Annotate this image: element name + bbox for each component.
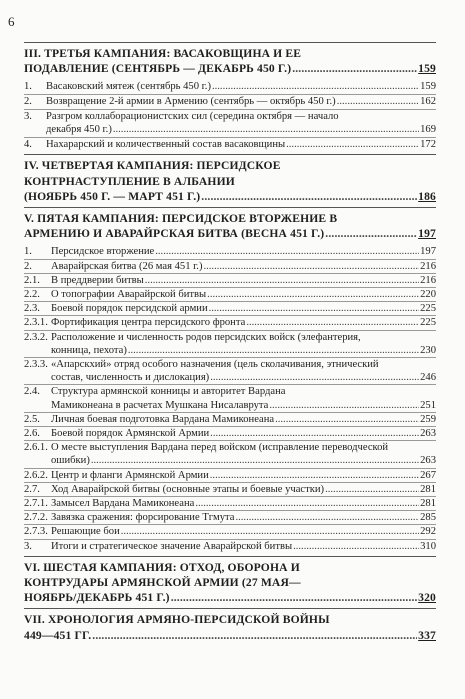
section-title-line: IV. ЧЕТВЕРТАЯ КАМПАНИЯ: ПЕРСИДСКОЕ bbox=[24, 159, 281, 173]
dot-leader bbox=[337, 95, 419, 109]
toc-entry[interactable] bbox=[24, 468, 436, 482]
entry-last-line bbox=[51, 399, 436, 412]
entry-text: Завязка сражения: форсирование Тгмута bbox=[51, 512, 235, 524]
entry-page-number: 263 bbox=[420, 455, 436, 467]
dot-leader bbox=[235, 511, 419, 524]
entry-page-number: 263 bbox=[420, 428, 436, 440]
entry-number: 1. bbox=[24, 246, 32, 258]
section-page-number: 197 bbox=[418, 227, 436, 241]
entry-body bbox=[51, 358, 436, 384]
section-title-line: VII. ХРОНОЛОГИЯ АРМЯНО-ПЕРСИДСКОЙ ВОЙНЫ bbox=[24, 613, 330, 627]
section-heading[interactable] bbox=[24, 211, 436, 241]
entry-page-number: 216 bbox=[420, 260, 436, 272]
entry-last-line bbox=[51, 302, 436, 315]
section-page-number: 186 bbox=[418, 189, 436, 203]
entry-list bbox=[24, 76, 436, 151]
section-page-number: 159 bbox=[418, 62, 436, 76]
dot-leader bbox=[293, 540, 419, 553]
dot-leader bbox=[203, 260, 419, 273]
entry-body bbox=[51, 469, 436, 482]
entry-text: Итоги и стратегическое значение Аварайрской битвы bbox=[51, 540, 293, 552]
dot-leader bbox=[212, 80, 419, 94]
entry-text: Возвращение 2-й армии в Армению (сентябрь — октябрь 450 г.) bbox=[46, 96, 336, 107]
section-title-line: III. ТРЕТЬЯ КАМПАНИЯ: ВАСАКОВЩИНА И ЕЕ bbox=[24, 47, 302, 60]
entry-last-line bbox=[51, 497, 436, 510]
dot-leader bbox=[113, 123, 419, 137]
toc-entry[interactable] bbox=[24, 330, 436, 357]
dot-leader bbox=[145, 274, 419, 287]
entry-last-line bbox=[51, 316, 436, 329]
entry-body bbox=[51, 525, 436, 538]
entry-page-number: 169 bbox=[420, 124, 436, 136]
entry-last-line bbox=[51, 371, 436, 384]
entry-body bbox=[51, 316, 436, 329]
dot-leader bbox=[128, 344, 419, 357]
entry-text: Центр и фланги Армянской Армии bbox=[51, 469, 209, 481]
entry-text-line: «Апарскхий» отряд особого назначения (цель сколачивания, этнический bbox=[51, 359, 379, 371]
entry-number: 2.3.3. bbox=[24, 359, 48, 371]
entry-page-number: 310 bbox=[420, 540, 436, 552]
dot-leader bbox=[92, 628, 417, 643]
entry-page-number: 197 bbox=[420, 246, 436, 258]
entry-number: 2.6.1. bbox=[24, 442, 48, 454]
entry-last-line bbox=[46, 138, 436, 152]
entry-number: 2.2. bbox=[24, 289, 40, 300]
entry-number: 2.6.2. bbox=[24, 469, 48, 481]
entry-text: Решающие бои bbox=[51, 526, 120, 538]
entry-number: 2.3. bbox=[24, 303, 40, 315]
entry-body bbox=[51, 483, 436, 496]
entry-page-number: 225 bbox=[420, 303, 436, 315]
toc-entry[interactable] bbox=[24, 259, 436, 273]
entry-page-number: 216 bbox=[420, 274, 436, 286]
entry-text: Фортификация центра персидского фронта bbox=[51, 317, 246, 329]
entry-last-line bbox=[51, 245, 436, 258]
entry-number: 1. bbox=[24, 81, 32, 93]
toc-entry[interactable] bbox=[24, 357, 436, 384]
toc-entry[interactable] bbox=[24, 440, 436, 467]
section-title-text: АРМЕНИЮ И АВАРАЙРСКАЯ БИТВА (ВЕСНА 451 Г.) bbox=[24, 227, 325, 241]
toc-entry[interactable] bbox=[24, 287, 436, 301]
section-title-last-line bbox=[24, 61, 436, 76]
entry-body bbox=[51, 288, 436, 301]
toc-entry[interactable] bbox=[24, 539, 436, 553]
dot-leader bbox=[275, 413, 419, 426]
entry-last-line bbox=[51, 260, 436, 273]
section-title-text: НОЯБРЬ/ДЕКАБРЬ 451 Г.) bbox=[24, 591, 170, 605]
entry-page-number: 220 bbox=[420, 289, 436, 300]
entry-last-line bbox=[46, 123, 436, 137]
section-title-line: КОНТРУДАРЫ АРМЯНСКОЙ АРМИИ (27 МАЯ— bbox=[24, 576, 301, 590]
section-title-line: VI. ШЕСТАЯ КАМПАНИЯ: ОТХОД, ОБОРОНА И bbox=[24, 560, 300, 574]
entry-last-line bbox=[51, 454, 436, 467]
entry-body bbox=[51, 302, 436, 315]
section-heading[interactable] bbox=[24, 560, 436, 606]
entry-page-number: 251 bbox=[420, 399, 436, 411]
entry-text: конница, пехота) bbox=[51, 344, 127, 356]
section-title-text: ПОДАВЛЕНИЕ (СЕНТЯБРЬ — ДЕКАБРЬ 450 Г.) bbox=[24, 62, 292, 76]
toc-entry[interactable] bbox=[24, 94, 436, 109]
dot-leader bbox=[210, 371, 419, 384]
entry-number: 4. bbox=[24, 138, 32, 150]
entry-body bbox=[51, 497, 436, 510]
dot-leader bbox=[121, 525, 419, 538]
entry-body bbox=[46, 95, 436, 109]
entry-body bbox=[51, 427, 436, 440]
entry-last-line bbox=[51, 511, 436, 524]
dot-leader bbox=[210, 469, 419, 482]
entry-text-line: Структура армянской конницы и авторитет Вардана bbox=[51, 386, 286, 398]
entry-body bbox=[51, 511, 436, 524]
entry-body bbox=[51, 274, 436, 287]
dot-leader bbox=[210, 427, 419, 440]
dot-leader bbox=[91, 454, 419, 467]
entry-text: Мамиконеана в расчетах Мушкана Нисалаврута bbox=[51, 399, 269, 411]
toc-entry[interactable] bbox=[24, 245, 436, 258]
entry-last-line bbox=[51, 344, 436, 357]
toc-entry[interactable] bbox=[24, 426, 436, 440]
entry-last-line bbox=[51, 483, 436, 496]
entry-number: 2.6. bbox=[24, 428, 40, 440]
entry-number: 2.5. bbox=[24, 413, 40, 425]
entry-text: ошибки) bbox=[51, 455, 90, 467]
entry-number: 2.7. bbox=[24, 483, 40, 495]
toc-entry[interactable] bbox=[24, 510, 436, 524]
toc-entry[interactable] bbox=[24, 137, 436, 152]
entry-page-number: 159 bbox=[420, 81, 436, 93]
dot-leader bbox=[286, 138, 419, 152]
dot-leader bbox=[171, 590, 417, 605]
entry-last-line bbox=[46, 80, 436, 94]
toc-entry[interactable] bbox=[24, 524, 436, 538]
entry-page-number: 225 bbox=[420, 317, 436, 329]
section-title-last-line bbox=[24, 590, 436, 605]
toc-section bbox=[24, 608, 436, 645]
entry-text: Васаковский мятеж (сентябрь 450 г.) bbox=[46, 81, 211, 93]
entry-page-number: 292 bbox=[420, 526, 436, 538]
entry-text-line: Расположение и численность родов персидских войск (элефантерия, bbox=[51, 331, 361, 343]
entry-number: 2.1. bbox=[24, 274, 40, 286]
section-title-line: КОНТРНАСТУПЛЕНИЕ В АЛБАНИИ bbox=[24, 174, 235, 188]
toc-section bbox=[24, 154, 436, 207]
entry-last-line bbox=[51, 525, 436, 538]
dot-leader bbox=[325, 226, 417, 241]
toc-entry[interactable] bbox=[24, 301, 436, 315]
entry-page-number: 230 bbox=[420, 344, 436, 356]
toc-entry[interactable] bbox=[24, 412, 436, 426]
section-title-last-line bbox=[24, 628, 436, 643]
entry-text-line: О месте выступления Вардана перед войском (исправление переводческой bbox=[51, 442, 389, 454]
entry-text: Нахарарский и количественный состав васаковщины bbox=[46, 138, 286, 150]
entry-number: 2.3.2. bbox=[24, 331, 48, 343]
dot-leader bbox=[269, 399, 419, 412]
entry-last-line bbox=[51, 288, 436, 301]
toc-entry[interactable] bbox=[24, 482, 436, 496]
entry-page-number: 281 bbox=[420, 498, 436, 510]
entry-number: 2.7.2. bbox=[24, 512, 48, 524]
entry-number: 3. bbox=[24, 540, 32, 552]
page-number: 6 bbox=[8, 14, 15, 29]
entry-body bbox=[46, 80, 436, 94]
entry-page-number: 162 bbox=[420, 96, 436, 107]
toc-section bbox=[24, 556, 436, 609]
entry-last-line bbox=[51, 413, 436, 426]
toc-entry[interactable] bbox=[24, 109, 436, 137]
toc-section bbox=[24, 207, 436, 556]
entry-page-number: 285 bbox=[420, 512, 436, 524]
entry-page-number: 281 bbox=[420, 483, 436, 495]
entry-number: 3. bbox=[24, 110, 32, 122]
dot-leader bbox=[195, 497, 419, 510]
entry-text: состав, численность и дислокация) bbox=[51, 372, 210, 384]
entry-text: Боевой порядок персидской армии bbox=[51, 303, 208, 315]
entry-text: В преддверии битвы bbox=[51, 274, 144, 286]
dot-leader bbox=[209, 302, 420, 315]
entry-text: О топографии Аварайрской битвы bbox=[51, 289, 207, 300]
section-page-number: 320 bbox=[418, 591, 436, 605]
entry-body bbox=[46, 110, 436, 137]
entry-body bbox=[51, 385, 436, 411]
dot-leader bbox=[201, 189, 417, 204]
entry-body bbox=[51, 441, 436, 467]
entry-page-number: 259 bbox=[420, 413, 436, 425]
entry-body bbox=[51, 260, 436, 273]
entry-page-number: 172 bbox=[420, 138, 436, 150]
toc-entry[interactable] bbox=[24, 80, 436, 94]
entry-text: декабря 450 г.) bbox=[46, 124, 112, 136]
entry-number: 2.4. bbox=[24, 386, 40, 398]
entry-last-line bbox=[46, 95, 436, 109]
entry-body bbox=[51, 413, 436, 426]
entry-number: 2.7.3. bbox=[24, 526, 48, 538]
section-title-line: V. ПЯТАЯ КАМПАНИЯ: ПЕРСИДСКОЕ ВТОРЖЕНИЕ В bbox=[24, 211, 338, 225]
entry-body bbox=[51, 331, 436, 357]
section-title-last-line bbox=[24, 226, 436, 241]
entry-last-line bbox=[51, 469, 436, 482]
toc-entry[interactable] bbox=[24, 315, 436, 329]
section-title-text: 449—451 ГГ. bbox=[24, 628, 92, 642]
entry-page-number: 267 bbox=[420, 469, 436, 481]
entry-text: Личная боевая подготовка Вардана Мамиконеана bbox=[51, 413, 275, 425]
entry-page-number: 246 bbox=[420, 372, 436, 384]
section-heading[interactable] bbox=[24, 612, 436, 642]
dot-leader bbox=[292, 61, 417, 76]
dot-leader bbox=[155, 245, 419, 258]
entry-body bbox=[46, 138, 436, 152]
toc-entry[interactable] bbox=[24, 384, 436, 411]
entry-list bbox=[24, 241, 436, 552]
entry-body bbox=[51, 540, 436, 553]
toc-section bbox=[24, 42, 436, 154]
entry-text: Ход Аварайрской битвы (основные этапы и боевые участки) bbox=[51, 483, 325, 495]
table-of-contents bbox=[24, 42, 436, 646]
entry-number: 2.7.1. bbox=[24, 498, 48, 510]
entry-text: Боевой порядок Армянской Армии bbox=[51, 428, 210, 440]
toc-entry[interactable] bbox=[24, 496, 436, 510]
section-title-last-line bbox=[24, 189, 436, 204]
section-title-text: (НОЯБРЬ 450 Г. — МАРТ 451 Г.) bbox=[24, 189, 201, 203]
dot-leader bbox=[207, 288, 419, 301]
dot-leader bbox=[246, 316, 419, 329]
dot-leader bbox=[325, 483, 419, 496]
entry-number: 2. bbox=[24, 260, 32, 272]
entry-number: 2. bbox=[24, 96, 32, 107]
toc-entry[interactable] bbox=[24, 273, 436, 287]
entry-text: Замысел Вардана Мамиконеана bbox=[51, 498, 195, 510]
entry-last-line bbox=[51, 540, 436, 553]
section-heading[interactable] bbox=[24, 158, 436, 204]
entry-text: Аварайрская битва (26 мая 451 г.) bbox=[51, 260, 203, 272]
entry-number: 2.3.1. bbox=[24, 317, 48, 329]
section-heading[interactable] bbox=[24, 46, 436, 76]
entry-last-line bbox=[51, 274, 436, 287]
entry-body bbox=[51, 245, 436, 258]
section-page-number: 337 bbox=[418, 628, 436, 642]
entry-text-line: Разгром коллаборационистских сил (середина октября — начало bbox=[46, 110, 339, 122]
entry-last-line bbox=[51, 427, 436, 440]
entry-text: Персидское вторжение bbox=[51, 246, 155, 258]
